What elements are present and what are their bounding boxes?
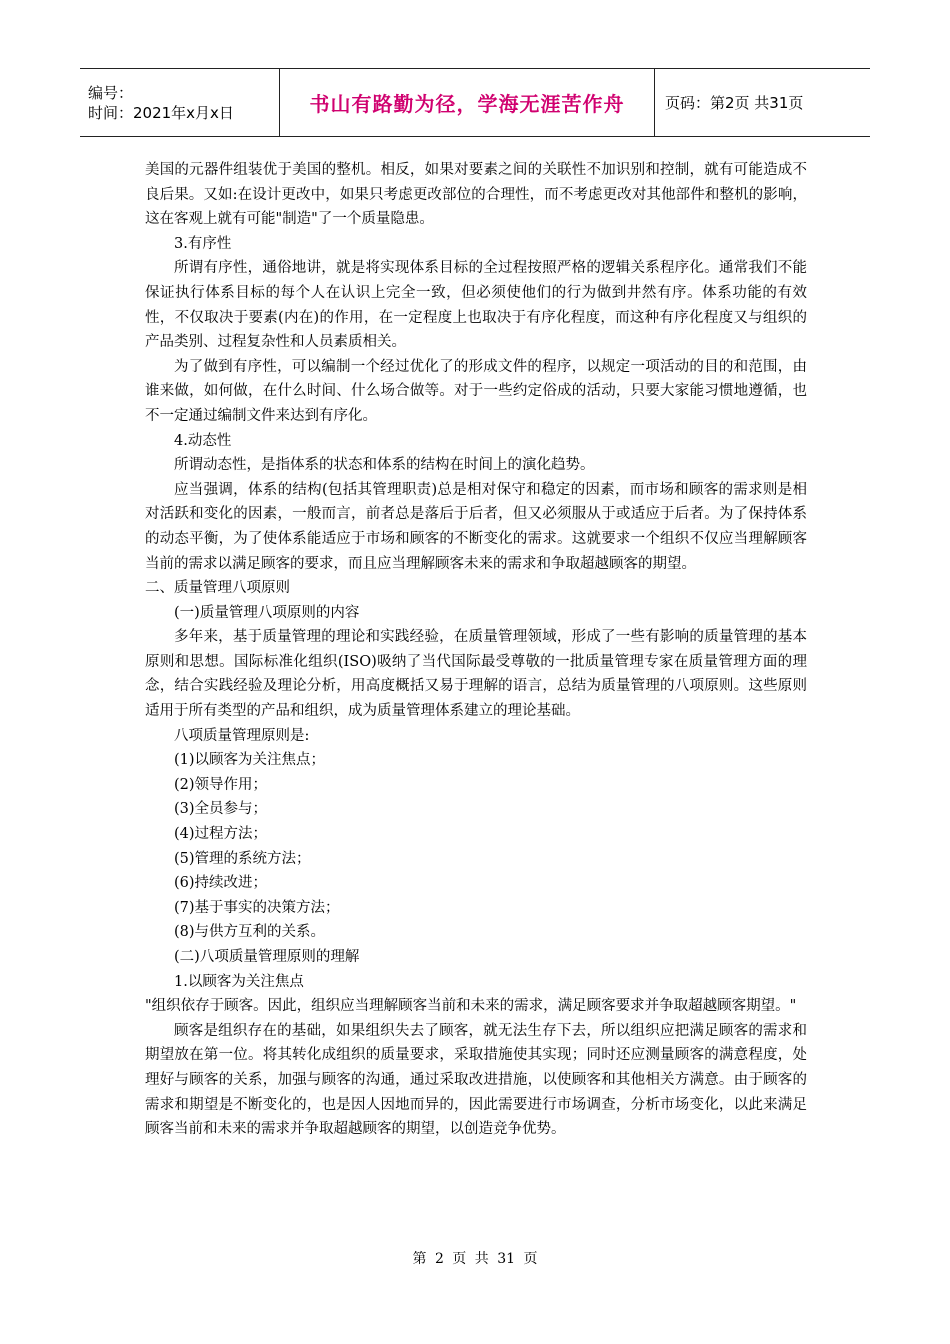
- paragraph: 二、质量管理八项原则: [145, 580, 290, 597]
- paragraph: 顾客是组织存在的基础，如果组织失去了顾客，就无法生存下去，所以组织应把满足顾客的需求和期望放在第一位。将其转化成组织的质量要求，采取措施使其实现；同时还应测量顾客的满意程度，处理好与顾客的关系，加强与顾客的沟通，通过采取改进措施，以使顾客和其他相关方满意。由于顾客的需求和期望是不断变化的，也是因人因地而异的，因此需要进行市场调查，分析市场变化，以此来满足顾客当前和未来的需求并争取超越顾客的期望，以创造竞争优势。: [145, 1022, 807, 1138]
- paragraph: 多年来，基于质量管理的理论和实践经验，在质量管理领域，形成了一些有影响的质量管理的基本原则和思想。国际标准化组织(ISO)吸纳了当代国际最受尊敬的一批质量管理专家在质量管理方面的理念，结合实践经验及理论分析，用高度概括又易于理解的语言，总结为质量管理的八项原则。这些原则适用于所有类型的产品和组织，成为质量管理体系建立的理论基础。: [145, 629, 807, 720]
- paragraph: 4.动态性: [174, 432, 232, 449]
- paragraph: (一)质量管理八项原则的内容: [174, 604, 360, 621]
- paragraph: (7)基于事实的决策方法；: [174, 899, 340, 916]
- header-page-info: 页码：第2页 共31页: [665, 94, 804, 112]
- header-number-label: 编号：: [88, 83, 134, 102]
- paragraph: (5)管理的系统方法；: [174, 850, 311, 867]
- header-time-label: 时间：2021年x月x日: [88, 103, 234, 122]
- paragraph: 美国的元器件组装优于美国的整机。相反，如果对要素之间的关联性不加识别和控制，就有可能造成不良后果。又如:在设计更改中，如果只考虑更改部位的合理性，而不考虑更改对其他部件和整机的影响，这在客观上就有可能"制造"了一个质量隐患。: [145, 162, 807, 228]
- paragraph: (6)持续改进；: [174, 875, 268, 892]
- header-meta: [80, 69, 280, 136]
- paragraph: (3)全员参与；: [174, 801, 268, 818]
- paragraph: (1)以顾客为关注焦点；: [174, 752, 326, 769]
- paragraph: (二)八项质量管理原则的理解: [174, 949, 360, 965]
- paragraph: 1.以顾客为关注焦点: [174, 973, 304, 990]
- header-motto: 书山有路勤为径，学海无涯苦作舟: [280, 69, 655, 136]
- paragraph: 3.有序性: [174, 235, 232, 252]
- page-footer: 第 2 页 共 31 页: [412, 1251, 538, 1267]
- paragraph: (8)与供方互利的关系。: [174, 924, 326, 941]
- paragraph: 所谓动态性，是指体系的状态和体系的结构在时间上的演化趋势。: [174, 457, 595, 474]
- paragraph: 为了做到有序性，可以编制一个经过优化了的形成文件的程序，以规定一项活动的目的和范围，由谁来做，如何做，在什么时间、什么场合做等。对于一些约定俗成的活动，只要大家能习惯地遵循，也不一定通过编制文件来达到有序化。: [145, 358, 807, 424]
- paragraph: 八项质量管理原则是:: [174, 727, 310, 744]
- page-header: [80, 68, 870, 137]
- paragraph: (4)过程方法；: [174, 826, 268, 843]
- paragraph: (2)领导作用；: [174, 776, 268, 793]
- body-text: [145, 158, 807, 1142]
- paragraph: "组织依存于顾客。因此，组织应当理解顾客当前和未来的需求，满足顾客要求并争取超越顾客期望。": [145, 998, 797, 1015]
- paragraph: 所谓有序性，通俗地讲，就是将实现体系目标的全过程按照严格的逻辑关系程序化。通常我们不能保证执行体系目标的每个人在认识上完全一致，但必须使他们的行为做到井然有序。体系功能的有效性，不仅取决于要素(内在)的作用，在一定程度上也取决于有序化程度，而这种有序化程度又与组织的产品类别、过程复杂性和人员素质相关。: [145, 260, 807, 351]
- paragraph: 应当强调，体系的结构(包括其管理职责)总是相对保守和稳定的因素，而市场和顾客的需求则是相对活跃和变化的因素，一般而言，前者总是落后于后者，但又必须服从于或适应于后者。为了保持体系的动态平衡，为了使体系能适应于市场和顾客的不断变化的需求。这就要求一个组织不仅应当理解顾客当前的需求以满足顾客的要求，而且应当理解顾客未来的需求和争取超越顾客的期望。: [145, 481, 807, 572]
